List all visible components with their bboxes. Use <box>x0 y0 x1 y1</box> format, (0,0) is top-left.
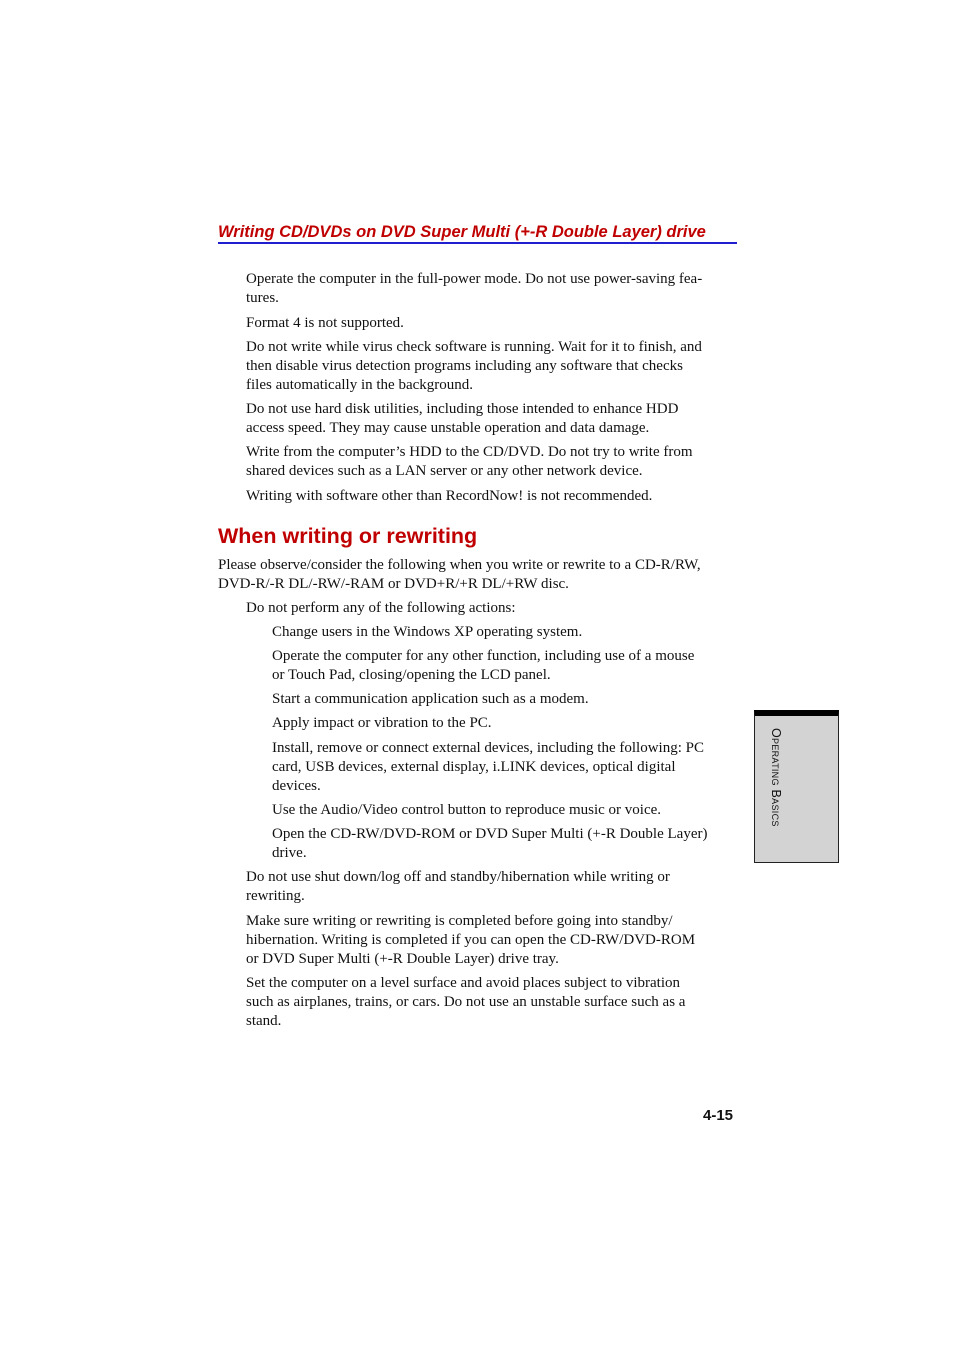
note-format4: Format 4 is not supported. <box>246 315 404 331</box>
note-shutdown: Do not use shut down/log off and standby/hibernation while writing or rewriting. <box>246 869 670 905</box>
page-number: 4-15 <box>703 1107 734 1124</box>
action-other-function: Operate the computer for any other function, including use of a mouse or Touch Pad, closing/opening the LCD panel. <box>272 648 695 684</box>
chapter-tab <box>754 710 839 863</box>
note-write-from-hdd: Write from the computer’s HDD to the CD/DVD. Do not try to write from shared devices such as a LAN server or any other network device. <box>246 444 693 480</box>
action-communication: Start a communication application such as a modem. <box>272 691 589 707</box>
action-open-drive: Open the CD-RW/DVD-ROM or DVD Super Multi (+-R Double Layer) drive. <box>272 826 708 862</box>
action-impact: Apply impact or vibration to the PC. <box>272 715 492 731</box>
rewriting-heading: When writing or rewriting <box>218 524 478 548</box>
rewriting-intro: Please observe/consider the following when you write or rewrite to a CD-R/RW, DVD-R/-R DL/-RW/-RAM or DVD+R/+R DL/+RW disc. <box>218 557 701 593</box>
action-change-users: Change users in the Windows XP operating system. <box>272 624 583 640</box>
chapter-tab-label: Operating Basics <box>769 728 783 827</box>
note-disk-utilities: Do not use hard disk utilities, including those intended to enhance HDD access speed. They may cause unstable operation and data damage. <box>246 401 679 437</box>
action-external-devices: Install, remove or connect external devices, including the following: PC card, USB devices, external display, i.LINK devices, optical digital devices. <box>272 740 704 795</box>
section-title: Writing CD/DVDs on DVD Super Multi (+-R Double Layer) drive <box>218 223 706 241</box>
note-standby: Make sure writing or rewriting is completed before going into standby/ hibernation. Writing is completed if you can open the CD-RW/DVD-ROM or DVD Super Multi (+-R Double Layer) drive tray. <box>246 913 696 968</box>
action-audio-video: Use the Audio/Video control button to reproduce music or voice. <box>272 802 662 818</box>
note-recordnow: Writing with software other than RecordNow! is not recommended. <box>246 488 653 504</box>
note-full-power: Operate the computer in the full-power mode. Do not use power-saving fea- tures. <box>246 271 703 307</box>
do-not-perform: Do not perform any of the following actions: <box>246 600 516 616</box>
title-rule <box>218 242 737 244</box>
note-virus-check: Do not write while virus check software is running. Wait for it to finish, and then disable virus detection programs including any software that checks files automatically in the background. <box>246 339 702 394</box>
note-level-surface: Set the computer on a level surface and avoid places subject to vibration such as airplanes, trains, or cars. Do not use an unstable surface such as a stand. <box>246 975 686 1030</box>
